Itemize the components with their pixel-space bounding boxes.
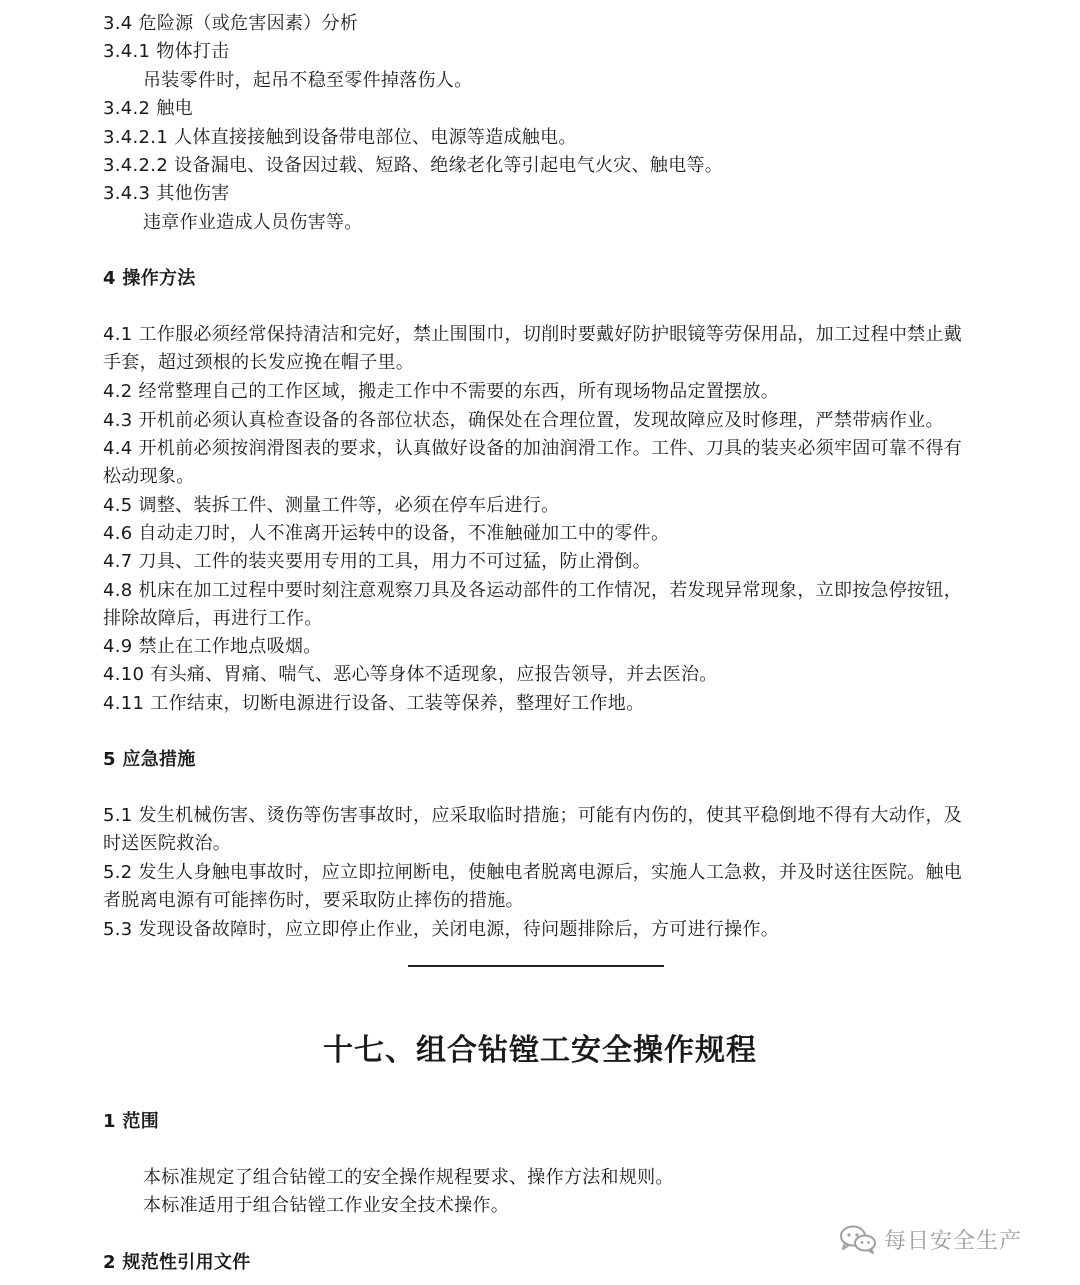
paragraph: 3.4.2.2 设备漏电、设备因过载、短路、绝缘老化等引起电气火灾、触电等。	[103, 155, 724, 176]
paragraph-5-1: 5.1 发生机械伤害、烫伤等伤害事故时，应采取临时措施；可能有内伤的，使其平稳倒地不得有大动作，及时送医院救治。	[103, 805, 963, 855]
watermark-text: 每日安全生产	[884, 1228, 1023, 1254]
paragraph-4-5: 4.5 调整、装拆工件、测量工件等，必须在停车后进行。	[103, 495, 560, 516]
paragraph-4-1: 4.1 工作服必须经常保持清洁和完好，禁止围围巾，切削时要戴好防护眼镜等劳保用品，加工过程中禁止戴手套，超过颈根的长发应挽在帽子里。	[103, 324, 963, 374]
watermark	[838, 1222, 1022, 1256]
paragraph-4-9: 4.9 禁止在工作地点吸烟。	[103, 636, 322, 657]
heading-3-4-2: 3.4.2 触电	[103, 98, 193, 119]
heading-3-4-1: 3.4.1 物体打击	[103, 41, 230, 62]
paragraph: 3.4.2.1 人体直接接触到设备带电部位、电源等造成触电。	[103, 127, 577, 148]
section-heading-scope: 1 范围	[103, 1111, 159, 1132]
paragraph-4-2: 4.2 经常整理自己的工作区域，搬走工作中不需要的东西，所有现场物品定置摆放。	[103, 381, 780, 402]
section-heading-5: 5 应急措施	[103, 749, 196, 770]
paragraph: 吊装零件时，起吊不稳至零件掉落伤人。	[143, 70, 473, 91]
section-divider	[408, 965, 664, 967]
section-heading-references: 2 规范性引用文件	[103, 1252, 251, 1273]
wechat-icon	[838, 1224, 878, 1254]
paragraph-4-3: 4.3 开机前必须认真检查设备的各部位状态，确保处在合理位置，发现故障应及时修理，严禁带病作业。	[103, 410, 944, 431]
paragraph: 违章作业造成人员伤害等。	[143, 212, 363, 233]
heading-3-4: 3.4 危险源（或危害因素）分析	[103, 13, 359, 34]
paragraph: 本标准适用于组合钻镗工作业安全技术操作。	[143, 1195, 509, 1216]
paragraph-4-10: 4.10 有头痛、胃痛、喘气、恶心等身体不适现象，应报告领导，并去医治。	[103, 664, 718, 685]
section-heading-4: 4 操作方法	[103, 268, 196, 289]
paragraph-4-8: 4.8 机床在加工过程中要时刻注意观察刀具及各运动部件的工作情况，若发现异常现象，立即按急停按钮，排除故障后，再进行工作。	[103, 580, 963, 630]
paragraph-4-7: 4.7 刀具、工件的装夹要用专用的工具，用力不可过猛，防止滑倒。	[103, 551, 651, 572]
document-title: 十七、组合钻镗工安全操作规程	[323, 1033, 757, 1068]
paragraph-4-11: 4.11 工作结束，切断电源进行设备、工装等保养，整理好工作地。	[103, 693, 645, 714]
paragraph-4-4: 4.4 开机前必须按润滑图表的要求，认真做好设备的加油润滑工作。工件、刀具的装夹必须牢固可靠不得有松动现象。	[103, 438, 963, 488]
paragraph-5-2: 5.2 发生人身触电事故时，应立即拉闸断电，使触电者脱离电源后，实施人工急救，并及时送往医院。触电者脱离电源有可能摔伤时，要采取防止摔伤的措施。	[103, 862, 963, 912]
paragraph-4-6: 4.6 自动走刀时，人不准离开运转中的设备，不准触碰加工中的零件。	[103, 523, 670, 544]
heading-3-4-3: 3.4.3 其他伤害	[103, 183, 230, 204]
paragraph-5-3: 5.3 发现设备故障时，应立即停止作业，关闭电源，待问题排除后，方可进行操作。	[103, 919, 780, 940]
paragraph: 本标准规定了组合钻镗工的安全操作规程要求、操作方法和规则。	[143, 1167, 674, 1188]
